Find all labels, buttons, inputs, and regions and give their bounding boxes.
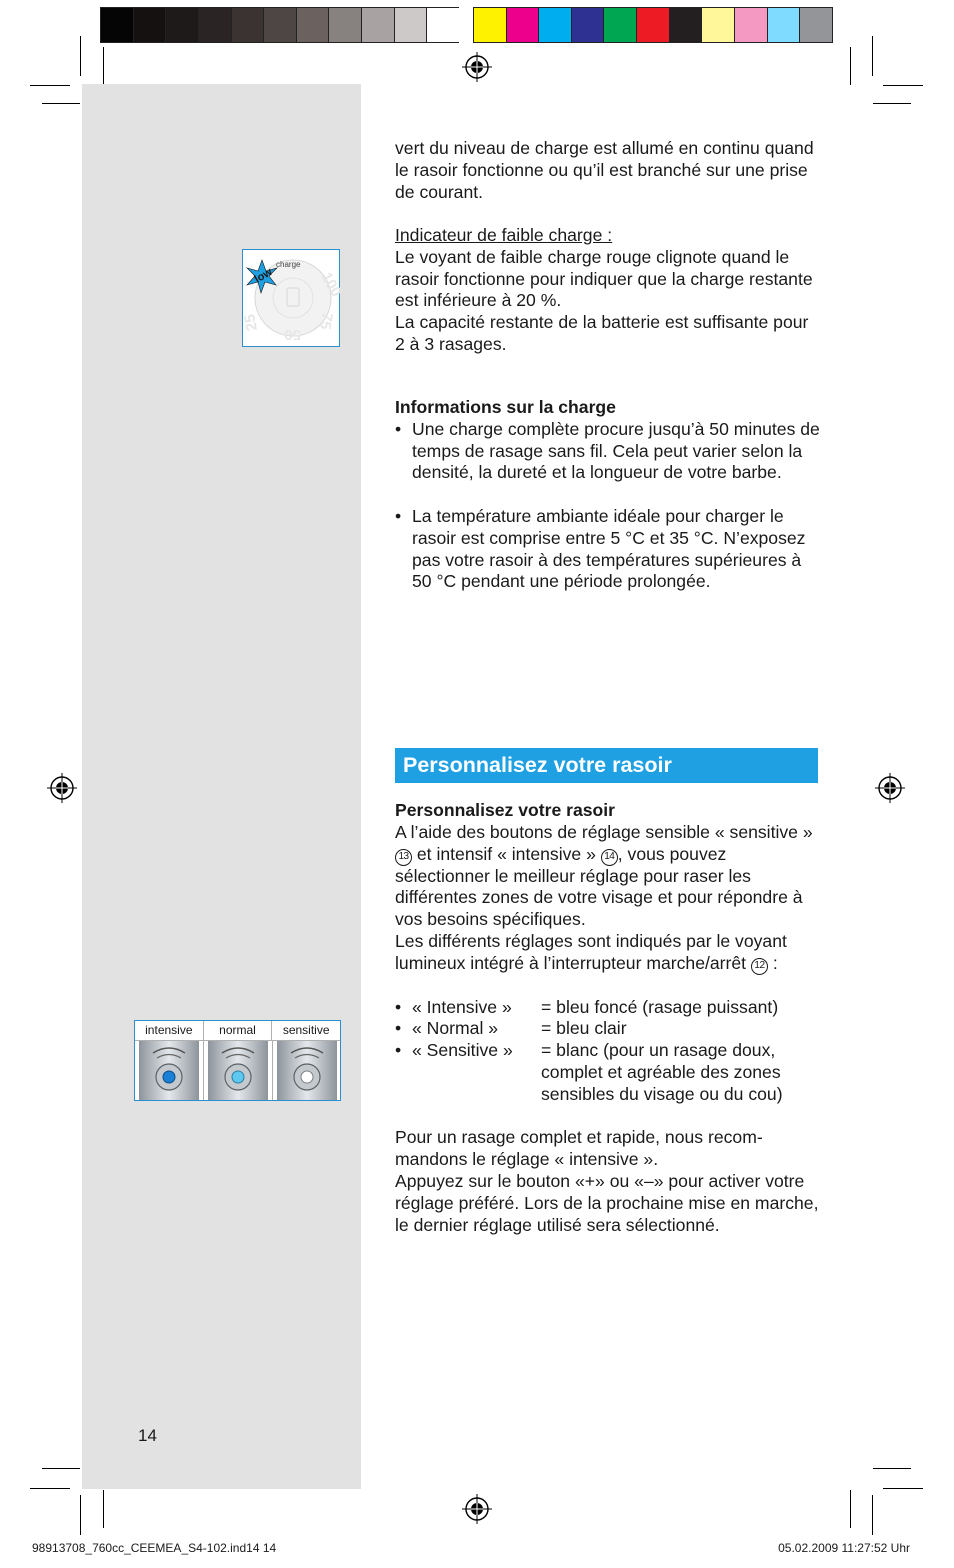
color-calibration-bar bbox=[100, 7, 854, 43]
crop-mark bbox=[30, 85, 70, 86]
list-item: • Une charge complète procure jusqu’à 50 minutes de temps de rasage sans fil. Cela peut varier selon la densité, la dureté et la longueur de votre barbe. bbox=[395, 419, 820, 484]
low-label: low bbox=[252, 266, 275, 286]
mode-image-normal bbox=[204, 1041, 273, 1100]
mode-key: • « Intensive » bbox=[412, 996, 512, 1017]
color-swatch bbox=[328, 7, 362, 43]
mode-key: • « Sensitive » bbox=[412, 1040, 513, 1061]
personalize-paragraph-4: Appuyez sur le bouton «+» ou «–» pour activer votre réglage préféré. Lors de la prochaine mise en marche, le dernier réglage utilisé sera sélectionné. bbox=[395, 1170, 819, 1235]
mode-key: • « Normal » bbox=[412, 1018, 499, 1039]
crop-mark bbox=[872, 36, 873, 76]
paragraph-1-part-b: et intensif « intensive » bbox=[416, 843, 596, 864]
mode-value-continued: sensibles du visage ou du cou) bbox=[541, 1083, 783, 1104]
color-swatch bbox=[506, 7, 540, 43]
paragraph-1-part-a: A l’aide des boutons de réglage sensible « sensitive » bbox=[395, 821, 813, 842]
color-swatch bbox=[734, 7, 768, 43]
color-swatch bbox=[263, 7, 297, 43]
footer-timestamp: 05.02.2009 11:27:52 Uhr bbox=[778, 1541, 910, 1555]
reference-13-badge: 13 bbox=[395, 849, 412, 866]
mode-value: = bleu foncé (rasage puissant) bbox=[541, 996, 779, 1017]
crop-mark bbox=[850, 47, 851, 85]
mode-item-normal bbox=[395, 1018, 820, 1040]
crop-mark bbox=[30, 1488, 70, 1489]
low-charge-block bbox=[395, 225, 820, 356]
registration-mark-icon bbox=[462, 1494, 492, 1524]
color-swatch bbox=[361, 7, 395, 43]
reference-12-badge: 12 bbox=[751, 958, 768, 975]
mode-item-sensitive bbox=[395, 1040, 820, 1062]
mode-value-continued: complet et agréable des zones bbox=[541, 1061, 781, 1082]
section-heading: Personnalisez votre rasoir bbox=[395, 748, 818, 783]
list-item: • La température ambiante idéale pour charger le rasoir est comprise entre 5 °C et 35 °C. N’exposez pas votre rasoir à des températures supérieures à 50 °C pendant une période prolongée. bbox=[395, 506, 820, 593]
color-swatch bbox=[100, 7, 134, 43]
color-swatch bbox=[296, 7, 330, 43]
personalize-paragraph-2 bbox=[395, 931, 820, 975]
crop-mark bbox=[873, 1468, 911, 1469]
mode-value: = blanc (pour un rasage doux, bbox=[541, 1040, 776, 1061]
dial-mark-25: 25 bbox=[241, 312, 261, 333]
color-swatch bbox=[701, 7, 735, 43]
dial-mark-100: 100 bbox=[317, 269, 345, 300]
charge-info-title: Informations sur la charge bbox=[395, 397, 616, 417]
crop-mark bbox=[883, 1488, 923, 1489]
battery-dial-icon bbox=[241, 250, 345, 348]
mode-value: = bleu clair bbox=[541, 1018, 627, 1039]
color-swatch bbox=[603, 7, 637, 43]
crop-mark bbox=[103, 47, 104, 85]
charge-label: charge bbox=[276, 260, 301, 269]
color-swatch bbox=[165, 7, 199, 43]
color-swatch bbox=[133, 7, 167, 43]
color-swatch bbox=[426, 7, 460, 43]
crop-mark bbox=[42, 1468, 80, 1469]
paragraph-1-part-c: , vous pouvez sélectionner le meilleur réglage pour raser les différentes zones de votre visage et pour répondre à vos besoins spécifiques. bbox=[395, 843, 803, 930]
crop-mark bbox=[872, 1495, 873, 1535]
color-swatch bbox=[473, 7, 507, 43]
personalize-subtitle: Personnalisez votre rasoir bbox=[395, 800, 616, 820]
color-swatch bbox=[799, 7, 833, 43]
color-swatch bbox=[767, 7, 801, 43]
crop-mark bbox=[873, 103, 911, 104]
crop-mark bbox=[80, 1495, 81, 1535]
personalize-block bbox=[395, 800, 820, 1236]
low-charge-body-1: Le voyant de faible charge rouge clignote quand le rasoir fonctionne pour indiquer que la charge restante est inférieure à 20 %. bbox=[395, 246, 813, 311]
paragraph-2-part-a: Les différents réglages sont indiqués par le voyant lumineux intégré à l’interrupteur marche/arrêt bbox=[395, 930, 787, 973]
color-swatch bbox=[571, 7, 605, 43]
mode-label-normal: normal bbox=[204, 1021, 273, 1040]
registration-mark-icon bbox=[462, 52, 492, 82]
page-number: 14 bbox=[138, 1426, 157, 1445]
intro-text: vert du niveau de charge est allumé en continu quand le rasoir fonctionne ou qu’il est branché sur une prise de courant. bbox=[395, 138, 814, 202]
charge-info-block bbox=[395, 397, 820, 593]
shaver-switch-icon bbox=[135, 1041, 203, 1100]
crop-mark bbox=[103, 1490, 104, 1528]
mode-image-intensive bbox=[135, 1041, 204, 1100]
mode-label-intensive: intensive bbox=[135, 1021, 204, 1040]
color-bar-gap bbox=[459, 7, 473, 43]
dial-mark-75: 75 bbox=[316, 311, 336, 331]
color-swatch bbox=[538, 7, 572, 43]
paragraph-2-part-b: : bbox=[772, 952, 778, 973]
registration-mark-icon bbox=[875, 773, 905, 803]
intro-block bbox=[395, 138, 820, 203]
color-swatch bbox=[669, 7, 703, 43]
mode-label-sensitive: sensitive bbox=[282, 1023, 330, 1037]
personalize-paragraph-1 bbox=[395, 822, 820, 931]
charge-indicator-figure bbox=[241, 249, 345, 347]
low-charge-title: Indicateur de faible charge : bbox=[395, 225, 613, 245]
registration-mark-icon bbox=[47, 773, 77, 803]
color-swatch bbox=[198, 7, 232, 43]
mode-image-sensitive bbox=[273, 1041, 341, 1100]
crop-mark bbox=[883, 85, 923, 86]
color-swatch bbox=[636, 7, 670, 43]
dial-mark-50: 50 bbox=[284, 326, 301, 343]
mode-item-intensive bbox=[395, 997, 820, 1019]
crop-mark bbox=[42, 103, 80, 104]
shaving-modes-figure bbox=[134, 1020, 341, 1101]
footer-file-info: 98913708_760cc_CEEMEA_S4-102.ind14 14 bbox=[32, 1541, 277, 1555]
color-swatch bbox=[394, 7, 428, 43]
crop-mark bbox=[80, 36, 81, 76]
shaver-switch-icon bbox=[204, 1041, 272, 1100]
color-swatch bbox=[231, 7, 265, 43]
crop-mark bbox=[850, 1490, 851, 1528]
low-charge-body-2: La capacité restante de la batterie est suffisante pour 2 à 3 rasages. bbox=[395, 312, 809, 354]
shaver-switch-icon bbox=[273, 1041, 341, 1100]
reference-14-badge: 14 bbox=[601, 849, 618, 866]
personalize-paragraph-3: Pour un rasage complet et rapide, nous recom-mandons le réglage « intensive ». bbox=[395, 1127, 763, 1170]
